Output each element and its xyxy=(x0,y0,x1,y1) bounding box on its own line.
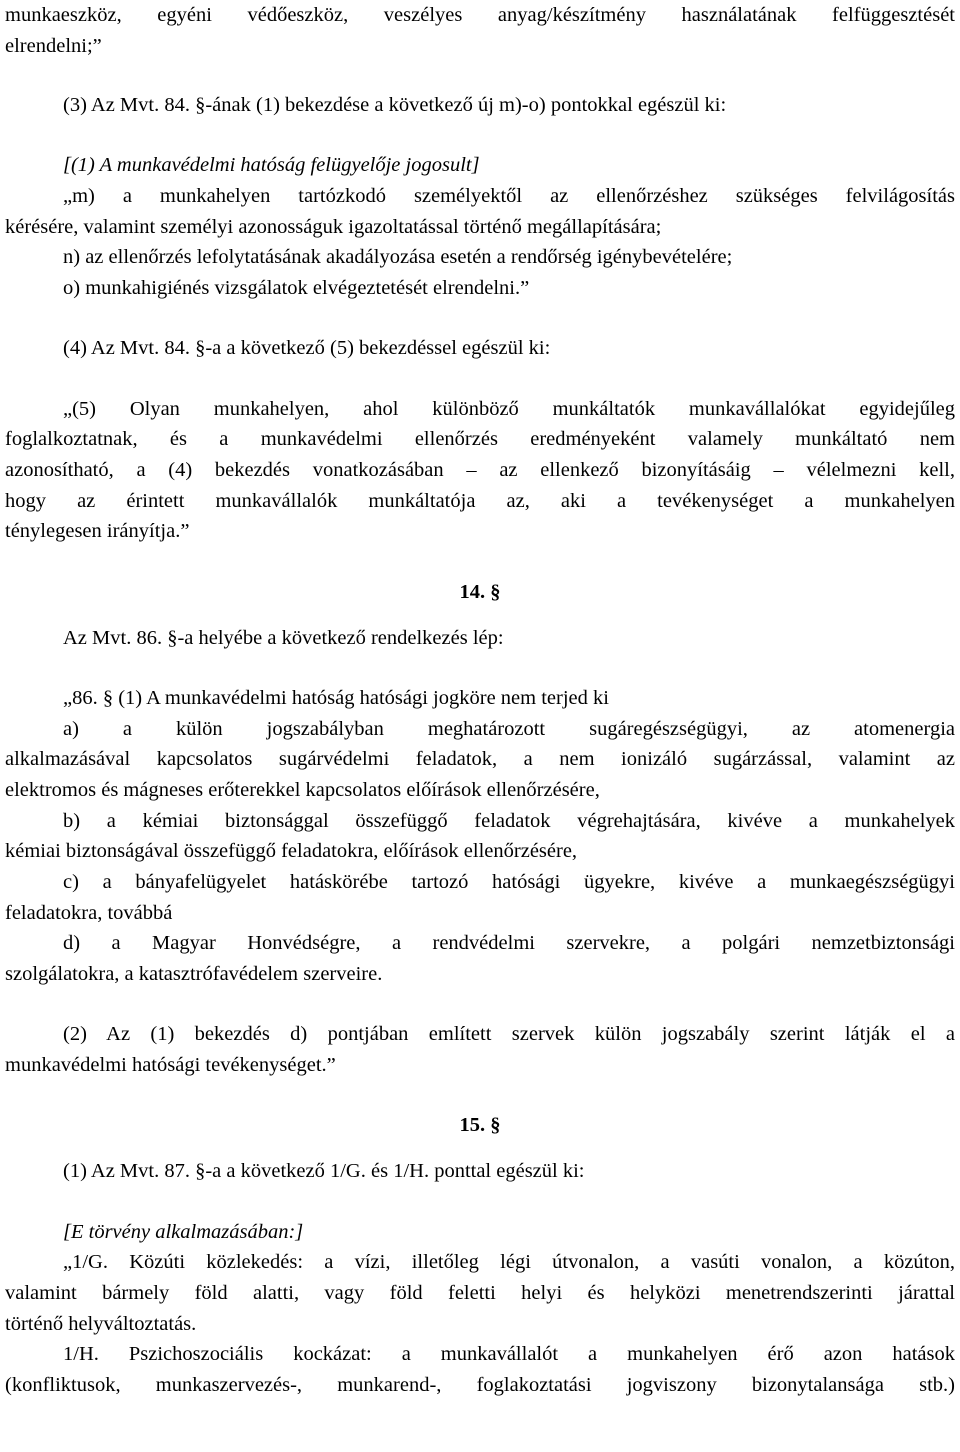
section-14-title: 14. § xyxy=(459,581,501,603)
text-line: o) munkahigiénés vizsgálatok elvégeztetését elrendelni.” xyxy=(63,277,530,299)
section-14-intro: Az Mvt. 86. §-a helyébe a következő rendelkezés lép: xyxy=(63,627,504,649)
context-bracket: [(1) A munkavédelmi hatóság felügyelője jogosult] xyxy=(63,154,480,176)
text-line: feladatokra, továbbá xyxy=(5,902,173,924)
text-line: a) a külön jogszabályban meghatározott sugáregészségügyi, az atomenergia xyxy=(63,718,955,740)
section-15-intro: (1) Az Mvt. 87. §-a a következő 1/G. és 1/H. ponttal egészül ki: xyxy=(63,1160,585,1182)
paragraph-3-heading: (3) Az Mvt. 84. §-ának (1) bekezdése a következő új m)-o) pontokkal egészül ki: xyxy=(63,94,727,116)
paragraph-4-heading: (4) Az Mvt. 84. §-a a következő (5) bekezdéssel egészül ki: xyxy=(63,337,551,359)
text-line: c) a bányafelügyelet hatáskörébe tartozó hatósági ügyekre, kivéve a munkaegészségügyi xyxy=(63,871,955,893)
text-line: kémiai biztonságával összefüggő feladatokra, előírások ellenőrzésére, xyxy=(5,840,578,862)
section-15-title: 15. § xyxy=(459,1114,501,1136)
text-line: „1/G. Közúti közlekedés: a vízi, illetőleg légi útvonalon, a vasúti vonalon, a közúton, xyxy=(63,1251,955,1273)
text-line: ténylegesen irányítja.” xyxy=(5,520,190,542)
text-line: elrendelni;” xyxy=(5,35,102,57)
text-line: (2) Az (1) bekezdés d) pontjában említett szervek külön jogszabály szerint látják el a xyxy=(63,1023,955,1045)
text-line: történő helyváltoztatás. xyxy=(5,1313,197,1335)
text-line: azonosítható, a (4) bekezdés vonatkozásában – az ellenkező bizonyításáig – vélelmezni kell, xyxy=(5,459,955,481)
text-line: alkalmazásával kapcsolatos sugárvédelmi feladatok, a nem ionizáló sugárzással, valamint az xyxy=(5,748,955,770)
text-line: szolgálatokra, a katasztrófavédelem szerveire. xyxy=(5,963,383,985)
text-line: n) az ellenőrzés lefolytatásának akadályozása esetén a rendőrség igénybevételére; xyxy=(63,246,733,268)
text-line: munkavédelmi hatósági tevékenységet.” xyxy=(5,1054,336,1076)
text-line: (konfliktusok, munkaszervezés-, munkarend-, foglakoztatási jogviszony bizonytalansága stb.) xyxy=(5,1374,955,1396)
text-line: elektromos és mágneses erőterekkel kapcsolatos előírások ellenőrzésére, xyxy=(5,779,600,801)
text-line: d) a Magyar Honvédségre, a rendvédelmi szervekre, a polgári nemzetbiztonsági xyxy=(63,932,955,954)
text-line: „86. § (1) A munkavédelmi hatóság hatósági jogköre nem terjed ki xyxy=(63,687,609,709)
text-line: kérésére, valamint személyi azonosságuk igazoltatással történő megállapítására; xyxy=(5,216,662,238)
text-line: foglalkoztatnak, és a munkavédelmi ellenőrzés eredményeként valamely munkáltató nem xyxy=(5,428,955,450)
text-line: valamint bármely föld alatti, vagy föld feletti helyi és helyközi menetrendszerinti járattal xyxy=(5,1282,955,1304)
context-bracket: [E törvény alkalmazásában:] xyxy=(63,1221,304,1243)
text-line: b) a kémiai biztonsággal összefüggő feladatok végrehajtására, kivéve a munkahelyek xyxy=(63,810,955,832)
text-line: „m) a munkahelyen tartózkodó személyektől az ellenőrzéshez szükséges felvilágosítás xyxy=(63,185,955,207)
text-line: „(5) Olyan munkahelyen, ahol különböző munkáltatók munkavállalókat egyidejűleg xyxy=(63,398,955,420)
text-line: 1/H. Pszichoszociális kockázat: a munkavállalót a munkahelyen érő azon hatások xyxy=(63,1343,955,1365)
text-line: hogy az érintett munkavállalók munkáltatója az, aki a tevékenységet a munkahelyen xyxy=(5,490,955,512)
text-line: munkaeszköz, egyéni védőeszköz, veszélyes anyag/készítmény használatának felfüggesztését xyxy=(5,4,955,26)
